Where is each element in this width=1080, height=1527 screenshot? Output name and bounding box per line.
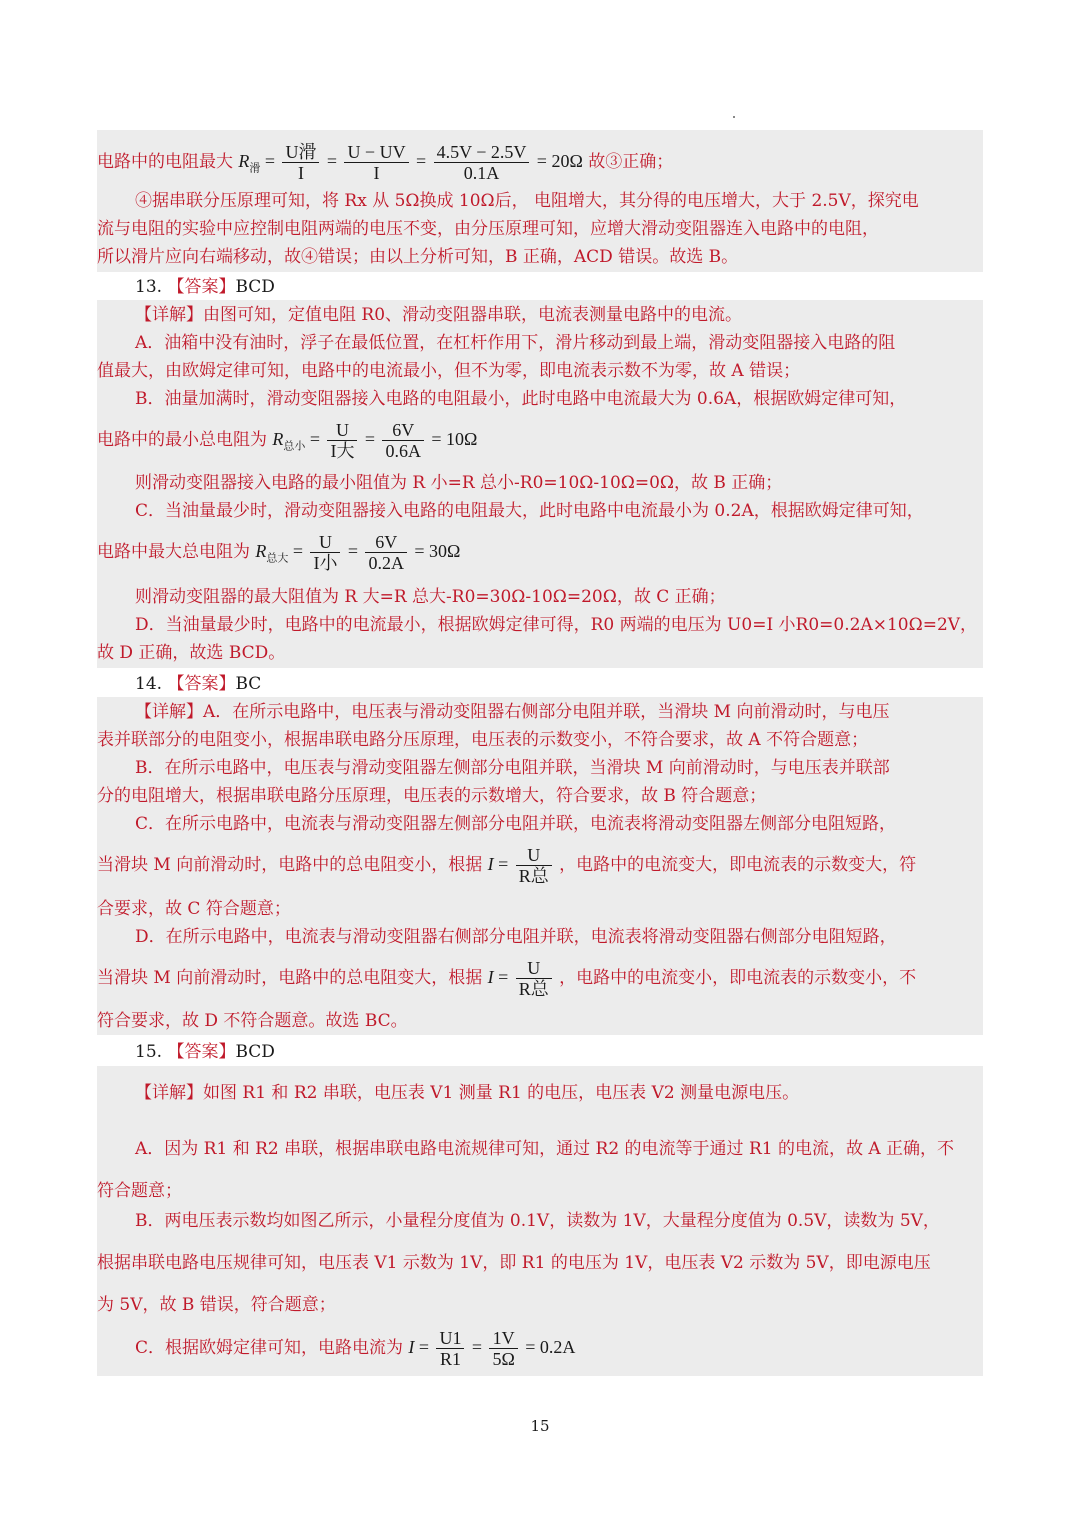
- text-span: 电路中的电阻最大: [97, 152, 233, 172]
- frac-den: I: [297, 163, 304, 183]
- frac-den: I小: [313, 553, 338, 573]
- formula-line: 当滑块 M 向前滑动时，电路中的总电阻变大，根据 I = $\frac{U}{\text{R总}}$ ，电路中的电流变小，即电流表的示数变小，不: [97, 958, 917, 999]
- text-line: B．两电压表示数均如图乙所示，小量程分度值为 0.1V，读数为 1V，大量程分度值为 0.5V，读数为 5V，: [135, 1211, 940, 1231]
- text-line: 故 D 正确，故选 BCD。: [97, 643, 286, 663]
- text-span: 当滑块 M 向前滑动时，电路中的总电阻变小，根据: [97, 855, 483, 875]
- text-line: ④据串联分压原理可知，将 Rx 从 5Ω换成 10Ω后， 电阻增大，其分得的电压增大，大于 2.5V，探究电: [135, 191, 919, 211]
- detail-tag: 【详解】: [135, 1083, 203, 1103]
- text-line: A．因为 R1 和 R2 串联，根据串联电路电流规律可知，通过 R2 的电流等于通过 R1 的电流，故 A 正确，不: [135, 1139, 955, 1159]
- frac-den: R总: [518, 979, 549, 999]
- frac-den: 0.1A: [463, 163, 500, 183]
- text-span: 由图可知，定值电阻 R0、滑动变阻器串联，电流表测量电路中的电流。: [203, 305, 743, 325]
- text-span: 如图 R1 和 R2 串联，电压表 V1 测量 R1 的电压，电压表 V2 测量电源电压。: [203, 1083, 800, 1103]
- text-line: C．当油量最少时，滑动变阻器接入电路的电阻最大，此时电路中电流最小为 0.2A，根据欧姆定律可知，: [135, 501, 924, 521]
- question-number: 13.: [135, 277, 163, 297]
- frac-num: U1: [436, 1328, 464, 1349]
- text-line: D．在所示电路中，电流表与滑动变阻器右侧部分电阻并联，电流表将滑动变阻器右侧部分电阻短路，: [135, 927, 897, 947]
- formula-line: 电路中的电阻最大 $R_滑$ = $\frac{\text{U滑}}{I}$ = $\frac{U - UV}{I}$ = $\frac{4.5V - 2.5V}{0.1A}$ = 20Ω 故③正确；: [97, 142, 674, 183]
- frac-num: U: [516, 958, 552, 979]
- fraction: [344, 142, 408, 183]
- result: = 30Ω: [414, 541, 461, 561]
- frac-num: 6V: [365, 532, 407, 553]
- answer-block-15: [97, 1066, 983, 1376]
- text-line: B．油量加满时，滑动变阻器接入电路的电阻最小，此时电路中电流最大为 0.6A，根据欧姆定律可知，: [135, 389, 907, 409]
- text-line: 根据串联电路电压规律可知，电压表 V1 示数为 1V，即 R1 的电压为 1V，电压表 V2 示数为 5V，即电源电压: [97, 1253, 931, 1273]
- fraction: [327, 420, 357, 461]
- text-line: D．当油量最少时，电路中的电流最小，根据欧姆定律可得，R0 两端的电压为 U0=I 小R0=0.2A×10Ω=2V，: [135, 615, 978, 635]
- answer-15: [135, 1041, 275, 1063]
- frac-den: R1: [439, 1349, 461, 1369]
- frac-den: R总: [518, 866, 549, 886]
- text-line: C．在所示电路中，电流表与滑动变阻器左侧部分电阻并联，电流表将滑动变阻器左侧部分电阻短路，: [135, 814, 897, 834]
- text-line: 为 5V，故 B 错误，符合题意；: [97, 1295, 336, 1315]
- text-line: [97, 1082, 983, 1104]
- result: = 10Ω: [431, 429, 478, 449]
- fraction: [516, 958, 552, 999]
- fraction: [516, 845, 552, 886]
- text-line: 则滑动变阻器的最大阻值为 R 大=R 总大-R0=30Ω-10Ω=20Ω，故 C 正确；: [135, 587, 726, 607]
- answer-tag: 【答案】: [167, 1042, 236, 1062]
- frac-den: 0.6A: [385, 441, 421, 461]
- answer-block-14: [97, 697, 983, 1035]
- text-span: C．根据欧姆定律可知，电路电流为: [135, 1338, 404, 1358]
- text-line: B．在所示电路中，电压表与滑动变阻器左侧部分电阻并联，当滑块 M 向前滑动时，与电压表并联部: [135, 758, 890, 778]
- text-line: 值最大，由欧姆定律可知，电路中的电流最小，但不为零，即电流表示数不为零，故 A 错误；: [97, 361, 801, 381]
- result: = 0.2A: [525, 1337, 576, 1357]
- frac-num: U − UV: [344, 142, 408, 163]
- fraction: [310, 532, 340, 573]
- frac-num: U滑: [282, 142, 319, 163]
- fraction: [365, 532, 407, 573]
- text-span: 电路中最大总电阻为: [97, 542, 250, 562]
- text-line: 所以滑片应向右端移动，故④错误；由以上分析可知，B 正确，ACD 错误。故选 B。: [97, 247, 739, 267]
- frac-num: 6V: [382, 420, 424, 441]
- frac-num: U: [310, 532, 340, 553]
- fraction: [436, 1328, 464, 1369]
- fraction: [382, 420, 424, 461]
- frac-num: U: [516, 845, 552, 866]
- frac-den: 0.2A: [368, 553, 404, 573]
- text-span: 当滑块 M 向前滑动时，电路中的总电阻变大，根据: [97, 968, 483, 988]
- text-span: ，电路中的电流变小，即电流表的示数变小，不: [559, 968, 917, 988]
- fraction: [282, 142, 319, 183]
- answer-tag: 【答案】: [167, 277, 236, 297]
- formula-line: 电路中最大总电阻为 $R_{总大}$ = $\frac{U}{\text{I小}}$ = $\frac{6V}{0.2A}$ = 30Ω: [97, 532, 461, 573]
- answer-tag: 【答案】: [167, 674, 236, 694]
- text-line: 【详解】A．在所示电路中，电压表与滑动变阻器右侧部分电阻并联，当滑块 M 向前滑动时，与电压: [135, 702, 890, 722]
- answer-13: [135, 276, 275, 298]
- frac-den: I大: [330, 441, 355, 461]
- question-number: 14.: [135, 674, 163, 694]
- text-line: 分的电阻增大，根据串联电路分压原理，电压表的示数增大，符合要求，故 B 符合题意；: [97, 786, 767, 806]
- text-line: 符合要求，故 D 不符合题意。故选 BC。: [97, 1011, 408, 1031]
- frac-num: 4.5V − 2.5V: [434, 142, 530, 163]
- answer-14: [135, 673, 261, 695]
- text-span: ，电路中的电流变大，即电流表的示数变大，符: [559, 855, 917, 875]
- answer-value: BC: [235, 674, 262, 694]
- text-line: 合要求，故 C 符合题意；: [97, 899, 291, 919]
- text-line: 表并联部分的电阻变小，根据串联电路分压原理，电压表的示数变小，不符合要求，故 A 不符合题意；: [97, 730, 869, 750]
- answer-block-12-tail: [97, 130, 983, 272]
- text-line: 则滑动变阻器接入电路的最小阻值为 R 小=R 总小-R0=10Ω-10Ω=0Ω，故 B 正确；: [135, 473, 783, 493]
- text-line: [97, 304, 983, 326]
- formula-line: C．根据欧姆定律可知，电路电流为 I = $\frac{U1}{R1}$ = $\frac{1V}{5\Omega}$ = 0.2A: [135, 1328, 576, 1369]
- question-number: 15.: [135, 1042, 163, 1062]
- text-line: 符合题意；: [97, 1181, 182, 1201]
- formula-line: 电路中的最小总电阻为 $R_{总小}$ = $\frac{U}{\text{I大}}$ = $\frac{6V}{0.6A}$ = 10Ω: [97, 420, 478, 461]
- frac-num: U: [327, 420, 357, 441]
- text-line: 流与电阻的实验中应控制电阻两端的电压不变，由分压原理可知，应增大滑动变阻器连入电路中的电阻，: [97, 219, 879, 239]
- text-span: 电路中的最小总电阻为: [97, 430, 267, 450]
- frac-num: 1V: [489, 1328, 517, 1349]
- formula-line: 当滑块 M 向前滑动时，电路中的总电阻变小，根据 I = $\frac{U}{\text{R总}}$ ，电路中的电流变大，即电流表的示数变大，符: [97, 845, 917, 886]
- frac-den: I: [373, 163, 380, 183]
- detail-tag: 【详解】: [135, 305, 203, 325]
- text-line: A．油箱中没有油时，浮子在最低位置，在杠杆作用下，滑片移动到最上端，滑动变阻器接入电路的阻: [135, 333, 896, 353]
- fraction: [489, 1328, 517, 1369]
- math-r: $R_滑$ =: [238, 151, 276, 175]
- result: = 20Ω: [536, 151, 583, 171]
- answer-value: BCD: [235, 277, 275, 297]
- frac-den: 5Ω: [492, 1349, 515, 1369]
- answer-block-13: [97, 300, 983, 668]
- answer-value: BCD: [235, 1042, 275, 1062]
- fraction: [434, 142, 530, 183]
- scan-dot: [733, 116, 735, 118]
- text-span: 故③正确；: [588, 152, 674, 172]
- page-number: 15: [530, 1417, 550, 1435]
